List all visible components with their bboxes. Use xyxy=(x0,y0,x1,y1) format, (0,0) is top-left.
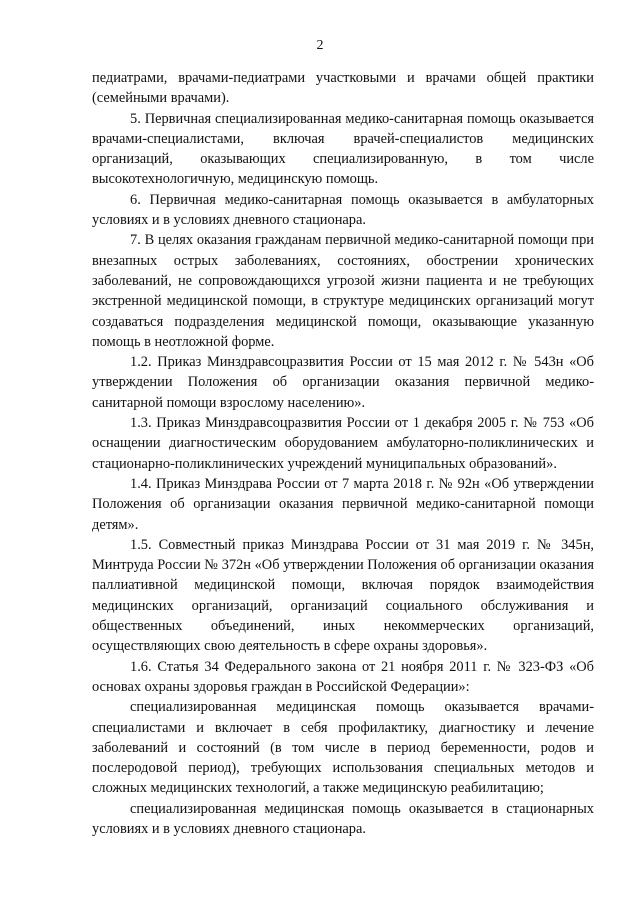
paragraph: 1.5. Совместный приказ Минздрава России от 31 мая 2019 г. № 345н, Минтруда России № 372н «Об утверждении Положения об организации оказания паллиативной медицинской помощи, включая порядок взаимодействия медицинских организаций, организаций социального обслуживания и общественных объединений, иных некоммерческих организаций, осуществляющих свою деятельность в сфере охраны здоровья». xyxy=(92,536,594,655)
paragraph: 1.6. Статья 34 Федерального закона от 21 ноября 2011 г. № 323-ФЗ «Об основах охраны здоровья граждан в Российской Федерации»: xyxy=(92,658,594,695)
paragraph: 1.4. Приказ Минздрава России от 7 марта 2018 г. № 92н «Об утверждении Положения об организации оказания первичной медико-санитарной помощи детям». xyxy=(92,475,594,533)
document-body xyxy=(92,68,594,839)
paragraph: 6. Первичная медико-санитарная помощь оказывается в амбулаторных условиях и в условиях дневного стационара. xyxy=(92,191,594,229)
paragraph: специализированная медицинская помощь оказывается врачами-специалистами и включает в себя профилактику, диагностику и лечение заболеваний и состояний (в том числе в период беременности, родов и послеродовой период), требующих использования специальных методов и сложных медицинских технологий, а также медицинскую реабилитацию; xyxy=(92,699,594,797)
paragraph: специализированная медицинская помощь оказывается в стационарных условиях и в условиях дневного стационара. xyxy=(92,800,594,837)
page-number: 2 xyxy=(316,38,324,53)
paragraph: 1.3. Приказ Минздравсоцразвития России от 1 декабря 2005 г. № 753 «Об оснащении диагностическим оборудованием амбулаторно-поликлинических и стационарно-поликлинических учреждений муниципальных образований». xyxy=(92,415,594,472)
paragraph: 7. В целях оказания гражданам первичной медико-санитарной помощи при внезапных острых заболеваниях, состояниях, обострении хронических заболеваний, не сопровождающихся угрозой жизни пациента и не требующих экстренной медицинской помощи, в структуре медицинских организаций могут создаваться подразделения медицинской помощи, оказывающие указанную помощь в неотложной форме. xyxy=(92,232,594,350)
paragraph: 5. Первичная специализированная медико-санитарная помощь оказывается врачами-специалистами, включая врачей-специалистов медицинских организаций, оказывающих специализированную, в том числе высокотехнологичную, медицинскую помощь. xyxy=(92,110,594,188)
paragraph: 1.2. Приказ Минздравсоцразвития России от 15 мая 2012 г. № 543н «Об утверждении Положения об организации оказания первичной медико-санитарной помощи взрослому населению». xyxy=(92,354,594,411)
paragraph: педиатрами, врачами-педиатрами участковыми и врачами общей практики (семейными врачами). xyxy=(92,70,594,107)
